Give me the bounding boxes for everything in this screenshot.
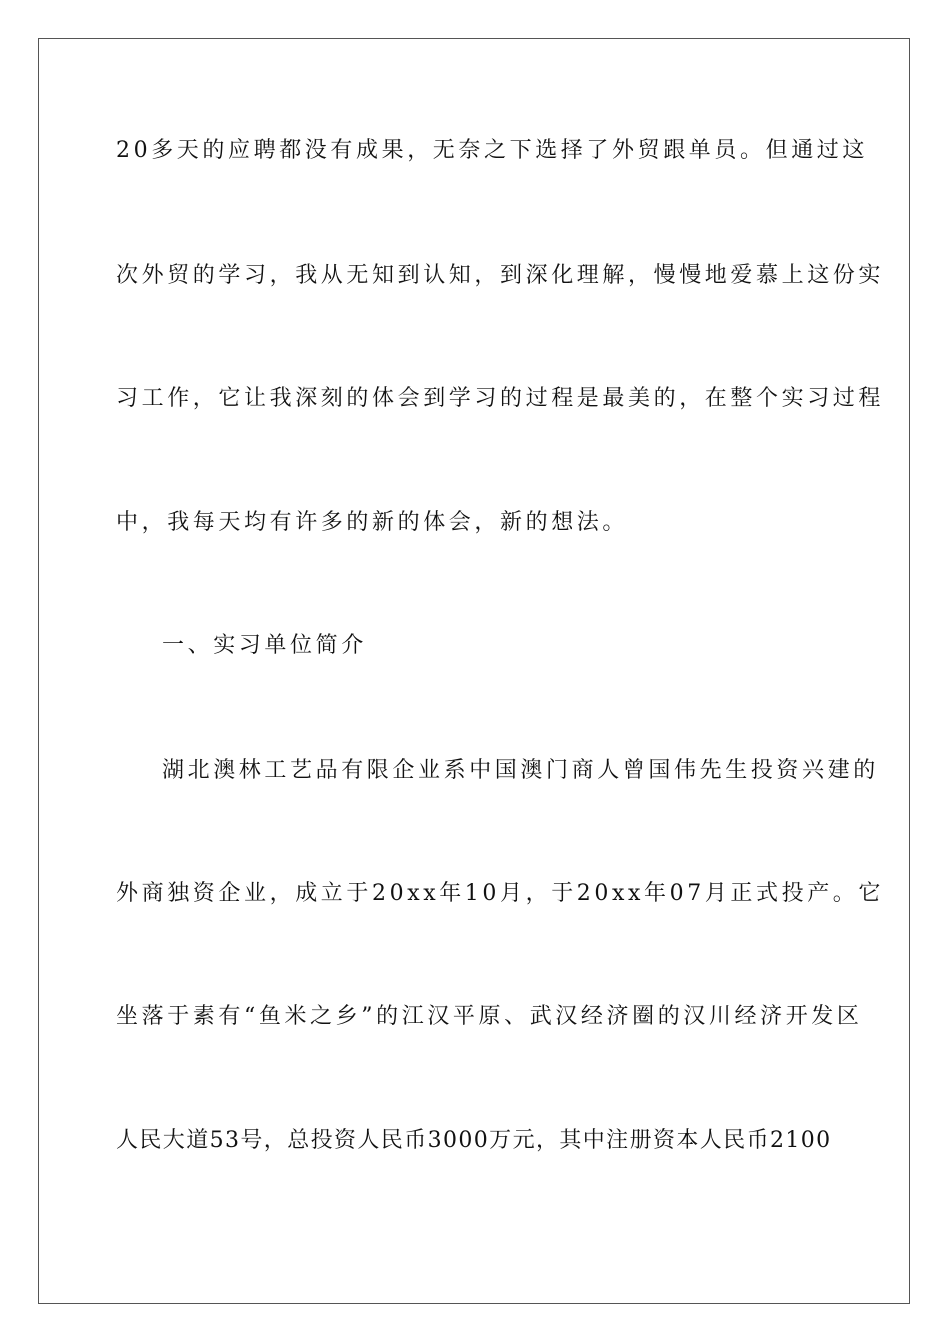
page-border xyxy=(38,38,910,1304)
body-text-line: 次外贸的学习，我从无知到认知，到深化理解，慢慢地爱慕上这份实 xyxy=(116,263,885,288)
body-text-line: 中，我每天均有许多的新的体会，新的想法。 xyxy=(116,510,629,535)
body-text-line: 习工作，它让我深刻的体会到学习的过程是最美的，在整个实习过程 xyxy=(116,386,885,411)
body-text-line: 20多天的应聘都没有成果，无奈之下选择了外贸跟单员。但通过这 xyxy=(116,138,868,163)
body-text-line: 湖北澳林工艺品有限企业系中国澳门商人曾国伟先生投资兴建的 xyxy=(162,758,879,783)
section-heading: 一、实习单位简介 xyxy=(162,633,367,658)
body-text-line: 外商独资企业，成立于20xx年10月，于20xx年07月正式投产。它 xyxy=(116,881,885,906)
body-text-line: 人民大道53号，总投资人民币3000万元，其中注册资本人民币2100 xyxy=(116,1128,832,1153)
body-text-line: 坐落于素有“鱼米之乡”的江汉平原、武汉经济圈的汉川经济开发区 xyxy=(116,1004,863,1029)
